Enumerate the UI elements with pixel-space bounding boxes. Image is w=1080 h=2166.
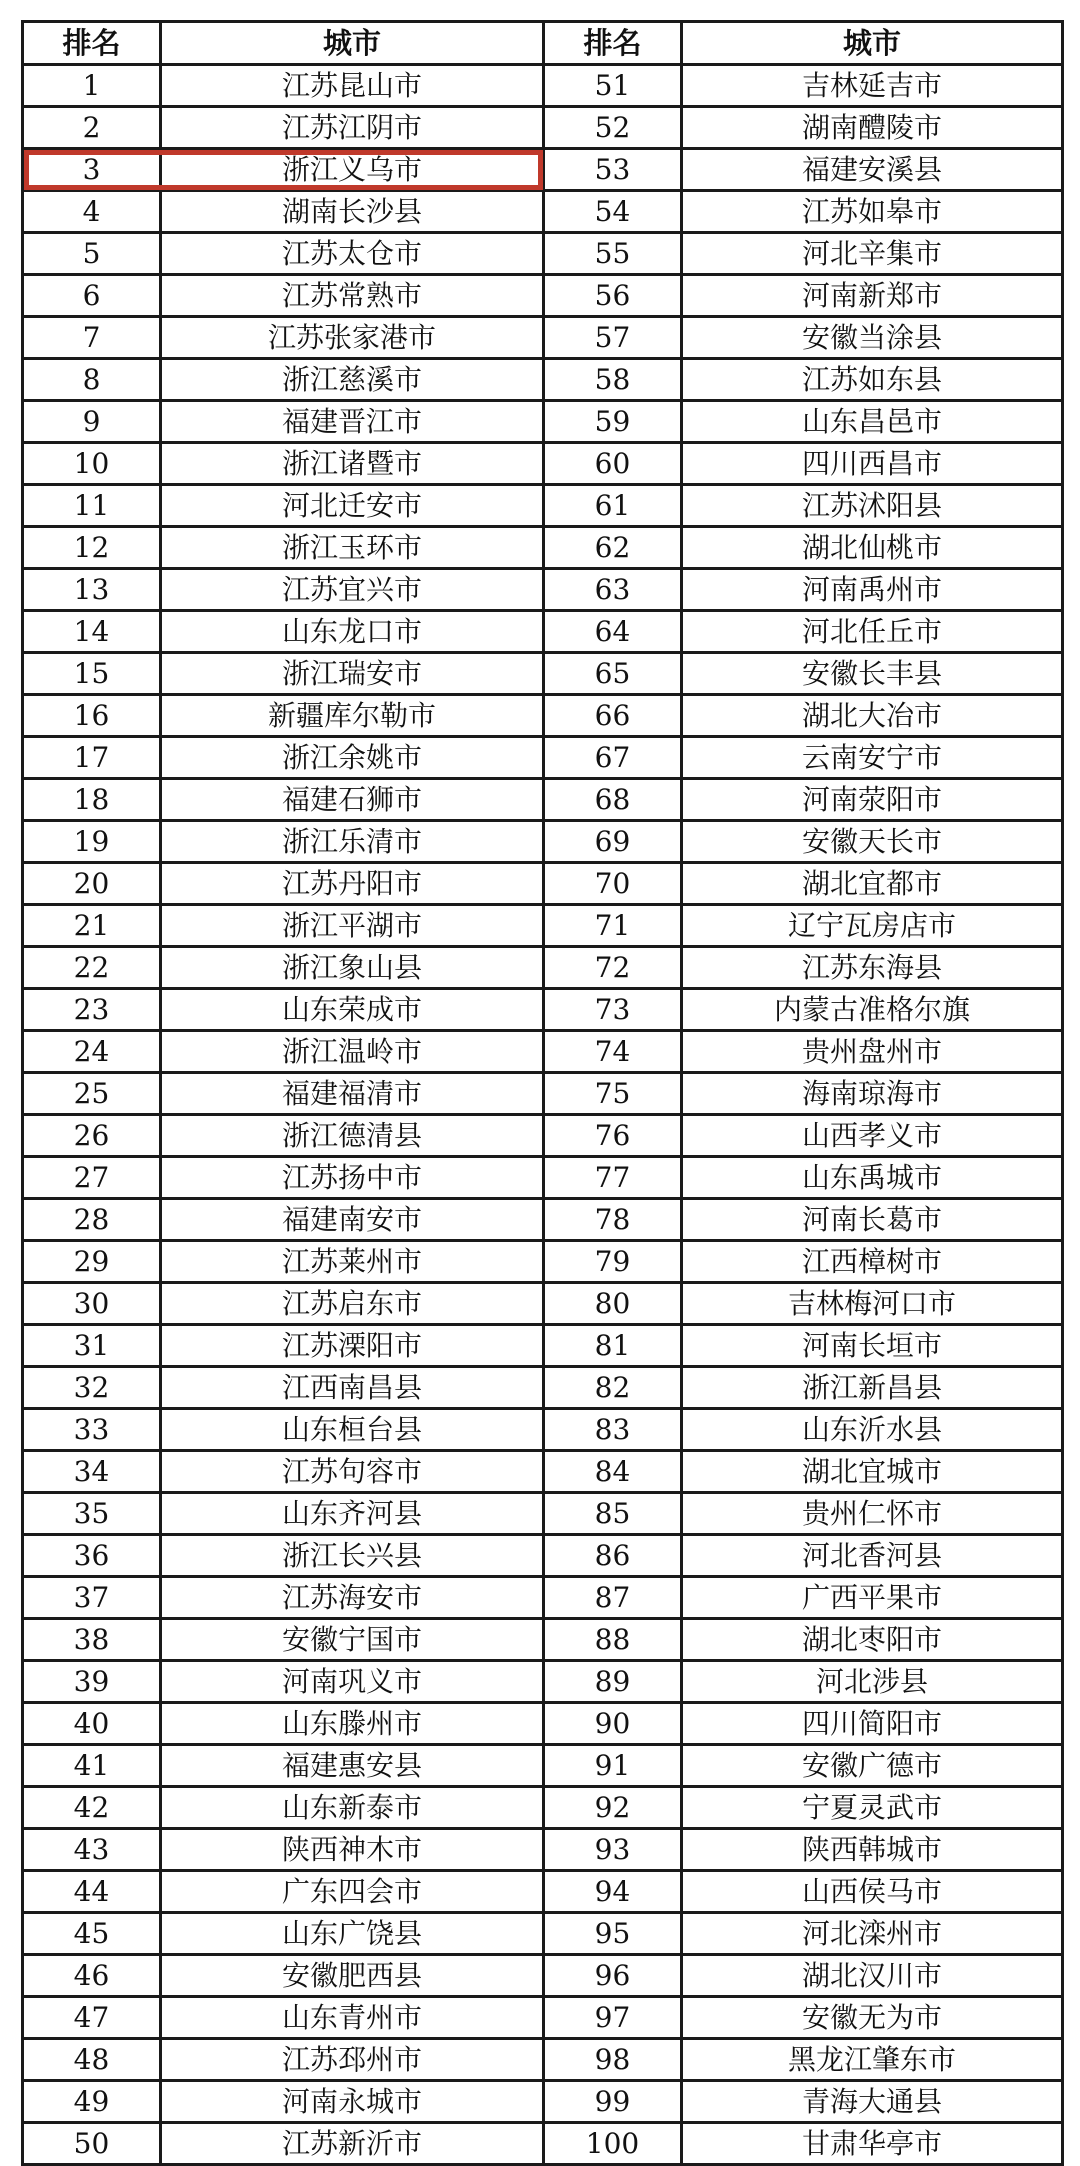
rank-right-cell: 77 [544, 1157, 682, 1199]
rank-right-cell: 54 [544, 191, 682, 233]
table-row [23, 569, 1063, 611]
city-right-cell: 山东禹城市 [682, 1157, 1063, 1199]
rank-right-cell: 75 [544, 1073, 682, 1115]
rank-left-cell: 22 [23, 947, 161, 989]
rank-right-cell: 63 [544, 569, 682, 611]
table-row [23, 1073, 1063, 1115]
rank-right-cell: 100 [544, 2123, 682, 2165]
city-right-cell: 江苏如东县 [682, 359, 1063, 401]
city-right-cell: 甘肃华亭市 [682, 2123, 1063, 2165]
rank-left-cell: 7 [23, 317, 161, 359]
city-right-cell: 辽宁瓦房店市 [682, 905, 1063, 947]
city-left-cell: 江苏太仓市 [161, 233, 544, 275]
rank-right-cell: 55 [544, 233, 682, 275]
city-right-cell: 河南禹州市 [682, 569, 1063, 611]
table-row [23, 1241, 1063, 1283]
city-left-cell: 江苏溧阳市 [161, 1325, 544, 1367]
city-right-cell: 陕西韩城市 [682, 1829, 1063, 1871]
city-right-cell: 安徽广德市 [682, 1745, 1063, 1787]
city-right-cell: 四川简阳市 [682, 1703, 1063, 1745]
city-right-cell: 贵州仁怀市 [682, 1493, 1063, 1535]
rank-right-cell: 53 [544, 149, 682, 191]
city-left-cell: 山东齐河县 [161, 1493, 544, 1535]
city-right-cell: 黑龙江肇东市 [682, 2039, 1063, 2081]
rank-left-cell: 18 [23, 779, 161, 821]
rank-right-cell: 92 [544, 1787, 682, 1829]
rank-left-cell: 34 [23, 1451, 161, 1493]
rank-right-cell: 99 [544, 2081, 682, 2123]
rank-right-cell: 83 [544, 1409, 682, 1451]
rank-right-cell: 88 [544, 1619, 682, 1661]
city-right-cell: 山西侯马市 [682, 1871, 1063, 1913]
table-row [23, 821, 1063, 863]
city-right-cell: 河北涉县 [682, 1661, 1063, 1703]
rank-left-cell: 29 [23, 1241, 161, 1283]
city-right-cell: 福建安溪县 [682, 149, 1063, 191]
table-row [23, 2123, 1063, 2165]
rank-left-cell: 44 [23, 1871, 161, 1913]
table-row [23, 905, 1063, 947]
table-body [23, 65, 1063, 2165]
city-left-cell: 江苏邳州市 [161, 2039, 544, 2081]
rank-right-cell: 57 [544, 317, 682, 359]
table-row [23, 275, 1063, 317]
table-header-row [23, 22, 1063, 65]
city-left-cell: 浙江诸暨市 [161, 443, 544, 485]
city-left-cell: 江苏海安市 [161, 1577, 544, 1619]
rank-left-cell: 41 [23, 1745, 161, 1787]
city-left-cell: 江苏宜兴市 [161, 569, 544, 611]
city-left-cell: 江苏莱州市 [161, 1241, 544, 1283]
rank-right-cell: 86 [544, 1535, 682, 1577]
table-row [23, 1955, 1063, 1997]
table-row [23, 1871, 1063, 1913]
table-row [23, 359, 1063, 401]
rank-right-cell: 80 [544, 1283, 682, 1325]
rank-right-cell: 71 [544, 905, 682, 947]
rank-right-cell: 62 [544, 527, 682, 569]
city-left-cell: 山东龙口市 [161, 611, 544, 653]
city-left-cell: 山东荣成市 [161, 989, 544, 1031]
table-row [23, 65, 1063, 107]
rank-left-cell: 27 [23, 1157, 161, 1199]
city-right-cell: 湖北宜城市 [682, 1451, 1063, 1493]
city-right-cell: 河南新郑市 [682, 275, 1063, 317]
city-left-cell: 江西南昌县 [161, 1367, 544, 1409]
city-left-cell: 湖南长沙县 [161, 191, 544, 233]
city-left-cell: 福建石狮市 [161, 779, 544, 821]
rank-left-cell: 31 [23, 1325, 161, 1367]
table-row [23, 779, 1063, 821]
table-row [23, 317, 1063, 359]
city-right-cell: 湖北枣阳市 [682, 1619, 1063, 1661]
rank-left-cell: 17 [23, 737, 161, 779]
table-row [23, 1157, 1063, 1199]
city-left-cell: 河南永城市 [161, 2081, 544, 2123]
city-left-cell: 浙江平湖市 [161, 905, 544, 947]
city-right-cell: 河北任丘市 [682, 611, 1063, 653]
city-left-cell: 浙江义乌市 [161, 149, 544, 191]
rank-left-cell: 9 [23, 401, 161, 443]
city-left-cell: 江苏句容市 [161, 1451, 544, 1493]
rank-left-cell: 39 [23, 1661, 161, 1703]
city-left-cell: 河北迁安市 [161, 485, 544, 527]
rank-left-cell: 23 [23, 989, 161, 1031]
rank-right-cell: 73 [544, 989, 682, 1031]
city-left-cell: 福建福清市 [161, 1073, 544, 1115]
city-left-cell: 江苏张家港市 [161, 317, 544, 359]
table-row [23, 1451, 1063, 1493]
city-left-cell: 江苏启东市 [161, 1283, 544, 1325]
rank-right-cell: 76 [544, 1115, 682, 1157]
city-left-cell: 福建南安市 [161, 1199, 544, 1241]
city-left-cell: 福建惠安县 [161, 1745, 544, 1787]
city-left-cell: 江苏新沂市 [161, 2123, 544, 2165]
rank-left-cell: 26 [23, 1115, 161, 1157]
rank-right-cell: 74 [544, 1031, 682, 1073]
rank-right-cell: 90 [544, 1703, 682, 1745]
city-right-cell: 江西樟树市 [682, 1241, 1063, 1283]
city-left-cell: 江苏昆山市 [161, 65, 544, 107]
rank-left-cell: 21 [23, 905, 161, 947]
rank-left-cell: 19 [23, 821, 161, 863]
city-left-cell: 浙江慈溪市 [161, 359, 544, 401]
rank-left-cell: 8 [23, 359, 161, 401]
city-right-cell: 青海大通县 [682, 2081, 1063, 2123]
header-city-left: 城市 [161, 22, 544, 65]
city-right-cell: 湖北汉川市 [682, 1955, 1063, 1997]
table-row [23, 1997, 1063, 2039]
city-right-cell: 河北香河县 [682, 1535, 1063, 1577]
rank-right-cell: 81 [544, 1325, 682, 1367]
rank-left-cell: 36 [23, 1535, 161, 1577]
city-right-cell: 浙江新昌县 [682, 1367, 1063, 1409]
table-row [23, 1325, 1063, 1367]
rank-left-cell: 24 [23, 1031, 161, 1073]
city-left-cell: 山东桓台县 [161, 1409, 544, 1451]
city-right-cell: 安徽当涂县 [682, 317, 1063, 359]
rank-right-cell: 87 [544, 1577, 682, 1619]
table-row [23, 947, 1063, 989]
table-row [23, 1619, 1063, 1661]
city-right-cell: 安徽天长市 [682, 821, 1063, 863]
table-row [23, 1577, 1063, 1619]
table-row [23, 863, 1063, 905]
rank-left-cell: 5 [23, 233, 161, 275]
city-right-cell: 安徽长丰县 [682, 653, 1063, 695]
city-left-cell: 浙江德清县 [161, 1115, 544, 1157]
rank-left-cell: 48 [23, 2039, 161, 2081]
city-right-cell: 湖南醴陵市 [682, 107, 1063, 149]
rank-left-cell: 35 [23, 1493, 161, 1535]
rank-right-cell: 61 [544, 485, 682, 527]
city-left-cell: 浙江温岭市 [161, 1031, 544, 1073]
city-left-cell: 陕西神木市 [161, 1829, 544, 1871]
rank-left-cell: 28 [23, 1199, 161, 1241]
rank-left-cell: 33 [23, 1409, 161, 1451]
city-right-cell: 河南长葛市 [682, 1199, 1063, 1241]
rank-right-cell: 91 [544, 1745, 682, 1787]
city-right-cell: 内蒙古准格尔旗 [682, 989, 1063, 1031]
table-row [23, 191, 1063, 233]
table-row [23, 2081, 1063, 2123]
city-left-cell: 浙江长兴县 [161, 1535, 544, 1577]
city-right-cell: 湖北宜都市 [682, 863, 1063, 905]
city-right-cell: 吉林梅河口市 [682, 1283, 1063, 1325]
city-left-cell: 山东新泰市 [161, 1787, 544, 1829]
header-city-right: 城市 [682, 22, 1063, 65]
city-right-cell: 云南安宁市 [682, 737, 1063, 779]
rank-right-cell: 60 [544, 443, 682, 485]
header-rank-right: 排名 [544, 22, 682, 65]
rank-right-cell: 85 [544, 1493, 682, 1535]
rank-left-cell: 15 [23, 653, 161, 695]
rank-right-cell: 84 [544, 1451, 682, 1493]
rank-left-cell: 3 [23, 149, 161, 191]
city-right-cell: 宁夏灵武市 [682, 1787, 1063, 1829]
city-left-cell: 浙江余姚市 [161, 737, 544, 779]
rank-right-cell: 64 [544, 611, 682, 653]
rank-left-cell: 45 [23, 1913, 161, 1955]
table-row [23, 1409, 1063, 1451]
rank-right-cell: 65 [544, 653, 682, 695]
city-left-cell: 安徽肥西县 [161, 1955, 544, 1997]
city-left-cell: 江苏常熟市 [161, 275, 544, 317]
table-row [23, 653, 1063, 695]
table-row [23, 1829, 1063, 1871]
rank-right-cell: 51 [544, 65, 682, 107]
rank-left-cell: 6 [23, 275, 161, 317]
rank-left-cell: 43 [23, 1829, 161, 1871]
city-left-cell: 江苏丹阳市 [161, 863, 544, 905]
header-rank-left: 排名 [23, 22, 161, 65]
rank-left-cell: 32 [23, 1367, 161, 1409]
city-right-cell: 山东沂水县 [682, 1409, 1063, 1451]
rank-right-cell: 56 [544, 275, 682, 317]
city-right-cell: 湖北大冶市 [682, 695, 1063, 737]
city-left-cell: 福建晋江市 [161, 401, 544, 443]
city-left-cell: 江苏扬中市 [161, 1157, 544, 1199]
table-row [23, 1115, 1063, 1157]
rank-left-cell: 38 [23, 1619, 161, 1661]
city-right-cell: 吉林延吉市 [682, 65, 1063, 107]
table-row [23, 1703, 1063, 1745]
table-row [23, 2039, 1063, 2081]
city-right-cell: 山西孝义市 [682, 1115, 1063, 1157]
city-right-cell: 河北辛集市 [682, 233, 1063, 275]
rank-right-cell: 89 [544, 1661, 682, 1703]
table-row [23, 695, 1063, 737]
city-left-cell: 山东广饶县 [161, 1913, 544, 1955]
rank-right-cell: 78 [544, 1199, 682, 1241]
city-right-cell: 江苏沭阳县 [682, 485, 1063, 527]
city-left-cell: 山东滕州市 [161, 1703, 544, 1745]
rank-left-cell: 37 [23, 1577, 161, 1619]
city-left-cell: 广东四会市 [161, 1871, 544, 1913]
rank-left-cell: 46 [23, 1955, 161, 1997]
rank-left-cell: 40 [23, 1703, 161, 1745]
rank-right-cell: 79 [544, 1241, 682, 1283]
rank-right-cell: 95 [544, 1913, 682, 1955]
city-right-cell: 安徽无为市 [682, 1997, 1063, 2039]
table-row [23, 1745, 1063, 1787]
rank-right-cell: 58 [544, 359, 682, 401]
table-row [23, 737, 1063, 779]
rank-right-cell: 59 [544, 401, 682, 443]
rank-left-cell: 13 [23, 569, 161, 611]
table-row [23, 1283, 1063, 1325]
table-row [23, 233, 1063, 275]
table-row [23, 1661, 1063, 1703]
city-right-cell: 湖北仙桃市 [682, 527, 1063, 569]
table-row [23, 989, 1063, 1031]
rank-right-cell: 98 [544, 2039, 682, 2081]
rank-right-cell: 70 [544, 863, 682, 905]
rank-left-cell: 12 [23, 527, 161, 569]
table-row [23, 1913, 1063, 1955]
table-row [23, 485, 1063, 527]
table-row [23, 443, 1063, 485]
table-row [23, 527, 1063, 569]
rank-left-cell: 49 [23, 2081, 161, 2123]
table-row [23, 1787, 1063, 1829]
city-right-cell: 河南长垣市 [682, 1325, 1063, 1367]
city-right-cell: 广西平果市 [682, 1577, 1063, 1619]
rank-left-cell: 4 [23, 191, 161, 233]
rank-right-cell: 67 [544, 737, 682, 779]
rank-left-cell: 20 [23, 863, 161, 905]
rank-right-cell: 93 [544, 1829, 682, 1871]
city-left-cell: 新疆库尔勒市 [161, 695, 544, 737]
rank-left-cell: 25 [23, 1073, 161, 1115]
rank-left-cell: 30 [23, 1283, 161, 1325]
rank-right-cell: 94 [544, 1871, 682, 1913]
table-row [23, 611, 1063, 653]
table-row [23, 1199, 1063, 1241]
rank-right-cell: 97 [544, 1997, 682, 2039]
rank-left-cell: 50 [23, 2123, 161, 2165]
city-right-cell: 四川西昌市 [682, 443, 1063, 485]
city-right-cell: 山东昌邑市 [682, 401, 1063, 443]
city-left-cell: 浙江瑞安市 [161, 653, 544, 695]
ranking-table [21, 20, 1064, 2166]
table-row [23, 1367, 1063, 1409]
city-left-cell: 山东青州市 [161, 1997, 544, 2039]
city-left-cell: 浙江乐清市 [161, 821, 544, 863]
city-right-cell: 河南荥阳市 [682, 779, 1063, 821]
city-right-cell: 河北滦州市 [682, 1913, 1063, 1955]
city-left-cell: 安徽宁国市 [161, 1619, 544, 1661]
table-row [23, 1031, 1063, 1073]
table-row [23, 107, 1063, 149]
city-right-cell: 江苏如皋市 [682, 191, 1063, 233]
rank-right-cell: 68 [544, 779, 682, 821]
rank-right-cell: 69 [544, 821, 682, 863]
rank-right-cell: 96 [544, 1955, 682, 1997]
table-row [23, 1493, 1063, 1535]
city-right-cell: 贵州盘州市 [682, 1031, 1063, 1073]
city-left-cell: 河南巩义市 [161, 1661, 544, 1703]
rank-left-cell: 10 [23, 443, 161, 485]
rank-right-cell: 66 [544, 695, 682, 737]
rank-right-cell: 52 [544, 107, 682, 149]
city-left-cell: 浙江玉环市 [161, 527, 544, 569]
rank-right-cell: 72 [544, 947, 682, 989]
rank-left-cell: 14 [23, 611, 161, 653]
city-right-cell: 江苏东海县 [682, 947, 1063, 989]
rank-right-cell: 82 [544, 1367, 682, 1409]
city-left-cell: 浙江象山县 [161, 947, 544, 989]
city-right-cell: 海南琼海市 [682, 1073, 1063, 1115]
table-row [23, 1535, 1063, 1577]
rank-left-cell: 42 [23, 1787, 161, 1829]
rank-left-cell: 2 [23, 107, 161, 149]
rank-left-cell: 1 [23, 65, 161, 107]
table-row [23, 401, 1063, 443]
rank-left-cell: 16 [23, 695, 161, 737]
rank-left-cell: 47 [23, 1997, 161, 2039]
city-left-cell: 江苏江阴市 [161, 107, 544, 149]
table-row [23, 149, 1063, 191]
rank-left-cell: 11 [23, 485, 161, 527]
